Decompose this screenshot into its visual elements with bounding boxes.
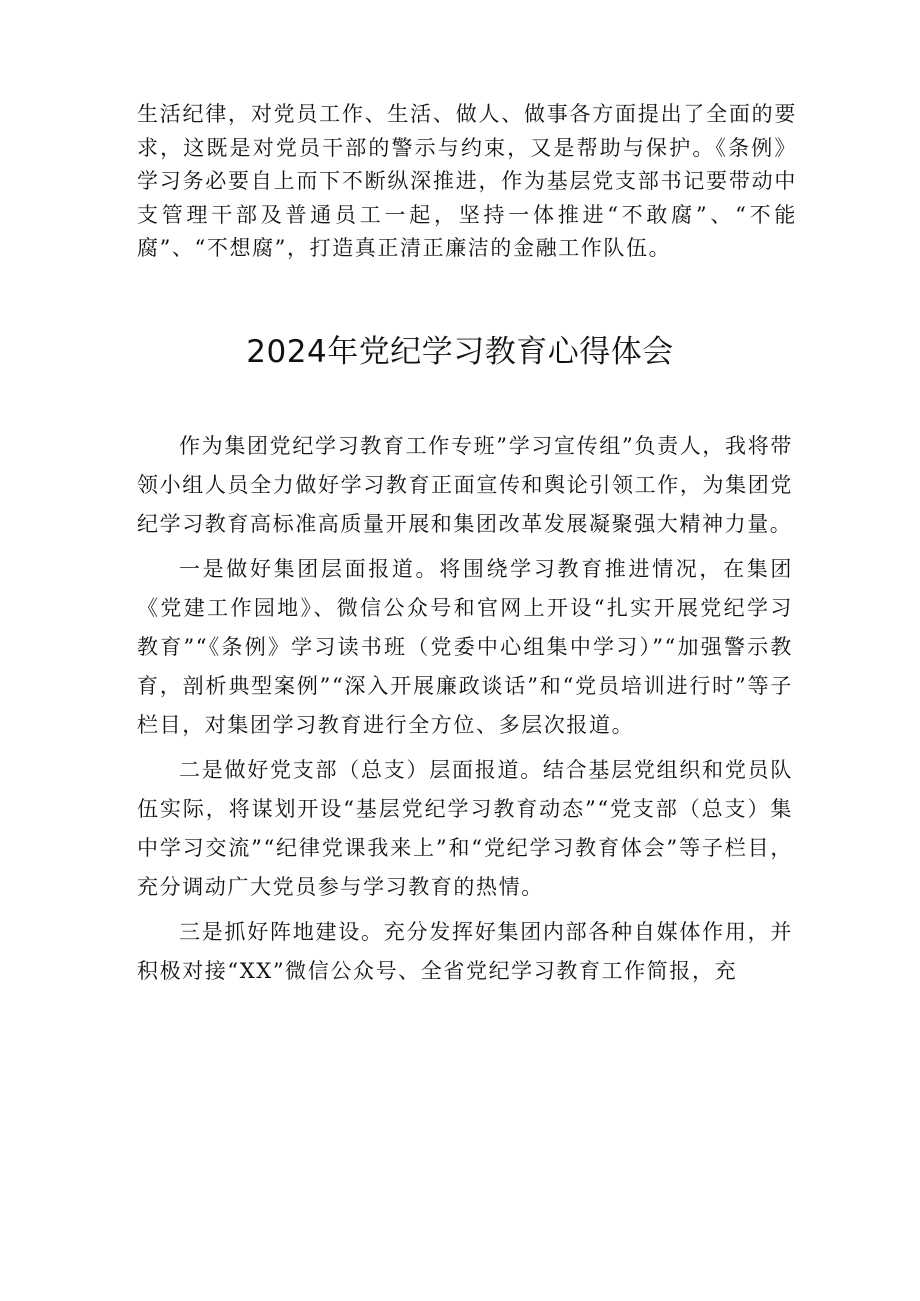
carry-over-paragraph: 生活纪律，对党员工作、生活、做人、做事各方面提出了全面的要求，这既是对党员干部的警示与约束，又是帮助与保护。《条例》学习务必要自上而下不断纵深推进，作为基层党支部书记要带动中支管理干部及普通员工一起，坚持一体推进“不敢腐”、“不能腐”、“不想腐”，打造真正清正廉洁的金融工作队伍。 [137,102,797,260]
body-text [137,427,793,997]
paragraph-group-reporting: 一是做好集团层面报道。将围绕学习教育推进情况，在集团《党建工作园地》、微信公众号和官网上开设“扎实开展党纪学习教育”“《条例》学习读书班（党委中心组集中学习）”“加强警示教育，剖析典型案例”“深入开展廉政谈话”和“党员培训进行时”等子栏目，对集团学习教育进行全方位、多层次报道。 [137,557,793,737]
paragraph-branch-reporting: 二是做好党支部（总支）层面报道。结合基层党组织和党员队伍实际，将谋划开设“基层党纪学习教育动态”“党支部（总支）集中学习交流”“纪律党课我来上”和“党纪学习教育体会”等子栏目，充分调动广大党员参与学习教育的热情。 [137,758,793,899]
paragraph-platform-building: 三是抓好阵地建设。充分发挥好集团内部各种自媒体作用，并积极对接“XX”微信公众号、全省党纪学习教育工作简报，充 [137,920,793,983]
page-title: 2024年党纪学习教育心得体会 [246,334,674,370]
paragraph-intro: 作为集团党纪学习教育工作专班”学习宣传组”负责人，我将带领小组人员全力做好学习教育正面宣传和舆论引领工作，为集团党纪学习教育高标准高质量开展和集团改革发展凝聚强大精神力量。 [137,434,793,536]
